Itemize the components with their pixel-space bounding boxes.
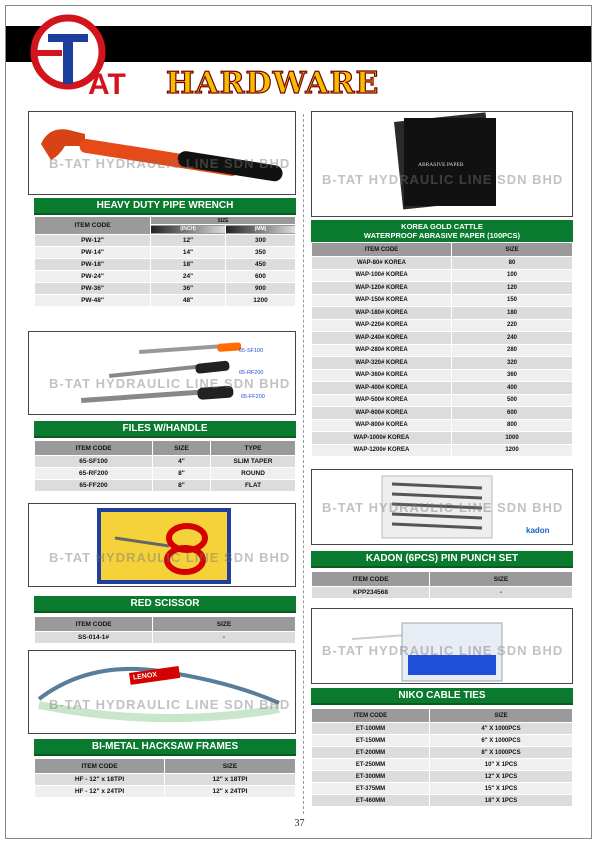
abrasive-table xyxy=(311,242,573,457)
table-row: WAP-400# KOREA 400 xyxy=(312,382,573,395)
svg-text:AT: AT xyxy=(88,68,126,98)
table-row: PW-48" 48" 1200 xyxy=(35,295,296,307)
table-row: HF - 12" x 18TPI 12" x 18TPI xyxy=(35,774,296,786)
table-row: WAP-180# KOREA 180 xyxy=(312,307,573,320)
table-row: WAP-80# KOREA 80 xyxy=(312,257,573,270)
hacksaw-photo xyxy=(28,650,296,734)
table-row: SS-014-1# - xyxy=(35,632,296,644)
scissor-title: RED SCISSOR xyxy=(34,596,296,613)
scissor-photo xyxy=(28,503,296,587)
files-title: FILES W/HANDLE xyxy=(34,421,296,438)
watermark: B-TAT HYDRAULIC LINE SDN BHD xyxy=(49,697,291,712)
col-size: SIZE xyxy=(430,709,573,723)
file-label: 65-FF200 xyxy=(241,394,265,400)
table-row: ET-300MM 12" X 1PCS xyxy=(312,771,573,783)
abrasive-title xyxy=(311,220,573,244)
table-row: PW-24" 24" 600 xyxy=(35,271,296,283)
file-label: 65-RF200 xyxy=(239,370,264,376)
abrasive-title-line-1: KOREA GOLD CATTLE xyxy=(401,222,483,231)
table-row: PW-36" 36" 900 xyxy=(35,283,296,295)
table-row: 65-SF100 4" SLIM TAPER xyxy=(35,456,296,468)
col-size: SIZE xyxy=(430,572,573,587)
files-table xyxy=(34,440,296,492)
col-size: SIZE xyxy=(151,217,296,225)
table-row: KPP234568 - xyxy=(312,587,573,599)
hacksaw-table xyxy=(34,758,296,798)
col-item-code: ITEM CODE xyxy=(312,709,430,723)
watermark: B-TAT HYDRAULIC LINE SDN BHD xyxy=(322,643,564,658)
table-row: 65-RF200 8" ROUND xyxy=(35,468,296,480)
table-row: WAP-150# KOREA 150 xyxy=(312,294,573,307)
pin-punch-table xyxy=(311,571,573,599)
table-row: WAP-280# KOREA 280 xyxy=(312,344,573,357)
kadon-logo: kadon xyxy=(526,526,550,535)
table-row: ET-150MM 6" X 1000PCS xyxy=(312,735,573,747)
pack-label: ABRASIVE PAPER xyxy=(418,162,464,168)
pipe-wrench-icon xyxy=(29,112,296,195)
pin-punch-title: KADON (6PCS) PIN PUNCH SET xyxy=(311,551,573,568)
hacksaw-icon xyxy=(29,651,296,734)
pipe-wrench-photo xyxy=(28,111,296,195)
brand-title: HARDWARE xyxy=(166,66,380,101)
col-item-code: ITEM CODE xyxy=(312,572,430,587)
cable-ties-title: NIKO CABLE TIES xyxy=(311,688,573,705)
scissor-icon xyxy=(29,504,296,587)
cable-ties-table xyxy=(311,708,573,807)
table-row: WAP-220# KOREA 220 xyxy=(312,319,573,332)
watermark: B-TAT HYDRAULIC LINE SDN BHD xyxy=(49,156,291,171)
scissor-table xyxy=(34,616,296,644)
abrasive-photo xyxy=(311,111,573,217)
abrasive-title-line-2: WATERPROOF ABRASIVE PAPER (100PCS) xyxy=(363,231,521,240)
table-row: WAP-1200# KOREA 1200 xyxy=(312,444,573,457)
watermark: B-TAT HYDRAULIC LINE SDN BHD xyxy=(49,550,291,565)
col-item-code: ITEM CODE xyxy=(35,217,151,235)
col-item-code: ITEM CODE xyxy=(35,759,165,774)
table-row: WAP-120# KOREA 120 xyxy=(312,282,573,295)
table-row: ET-250MM 10" X 1PCS xyxy=(312,759,573,771)
table-row: ET-200MM 8" X 1000PCS xyxy=(312,747,573,759)
table-row: PW-18" 18" 450 xyxy=(35,259,296,271)
table-row: WAP-320# KOREA 320 xyxy=(312,357,573,370)
col-size: SIZE xyxy=(153,617,296,632)
file-label: 65-SF100 xyxy=(239,348,264,354)
table-row: PW-12" 12" 300 xyxy=(35,235,296,247)
table-row: ET-100MM 4" X 1000PCS xyxy=(312,723,573,735)
col-mm: (MM) xyxy=(226,226,295,233)
page-number: 37 xyxy=(294,818,305,829)
btat-logo xyxy=(28,14,138,98)
col-type: TYPE xyxy=(211,441,296,456)
files-photo xyxy=(28,331,296,415)
col-item-code: ITEM CODE xyxy=(312,243,452,257)
table-row: WAP-600# KOREA 600 xyxy=(312,407,573,420)
pipe-wrench-title: HEAVY DUTY PIPE WRENCH xyxy=(34,198,296,215)
pipe-wrench-table xyxy=(34,216,296,307)
col-inch: (INCH) xyxy=(151,226,225,233)
catalog-page xyxy=(5,5,592,839)
table-row: WAP-100# KOREA 100 xyxy=(312,269,573,282)
table-row: WAP-360# KOREA 360 xyxy=(312,369,573,382)
table-row: WAP-500# KOREA 500 xyxy=(312,394,573,407)
col-item-code: ITEM CODE xyxy=(35,441,153,456)
table-row: ET-460MM 18" X 1PCS xyxy=(312,795,573,807)
table-row: PW-14" 14" 350 xyxy=(35,247,296,259)
table-row: 65-FF200 8" FLAT xyxy=(35,480,296,492)
table-row: WAP-1000# KOREA 1000 xyxy=(312,432,573,445)
watermark: B-TAT HYDRAULIC LINE SDN BHD xyxy=(49,376,291,391)
col-size: SIZE xyxy=(165,759,296,774)
table-row: WAP-240# KOREA 240 xyxy=(312,332,573,345)
watermark: B-TAT HYDRAULIC LINE SDN BHD xyxy=(322,500,564,515)
col-item-code: ITEM CODE xyxy=(35,617,153,632)
hacksaw-title: BI-METAL HACKSAW FRAMES xyxy=(34,739,296,756)
watermark: B-TAT HYDRAULIC LINE SDN BHD xyxy=(322,172,564,187)
table-row: ET-375MM 15" X 1PCS xyxy=(312,783,573,795)
col-size: SIZE xyxy=(153,441,211,456)
column-divider xyxy=(303,114,304,814)
lenox-label: LENOX xyxy=(132,671,158,682)
col-size: SIZE xyxy=(452,243,573,257)
cable-ties-photo xyxy=(311,608,573,684)
pin-punch-photo xyxy=(311,469,573,545)
table-row: WAP-800# KOREA 800 xyxy=(312,419,573,432)
table-row: HF - 12" x 24TPI 12" x 24TPI xyxy=(35,786,296,798)
